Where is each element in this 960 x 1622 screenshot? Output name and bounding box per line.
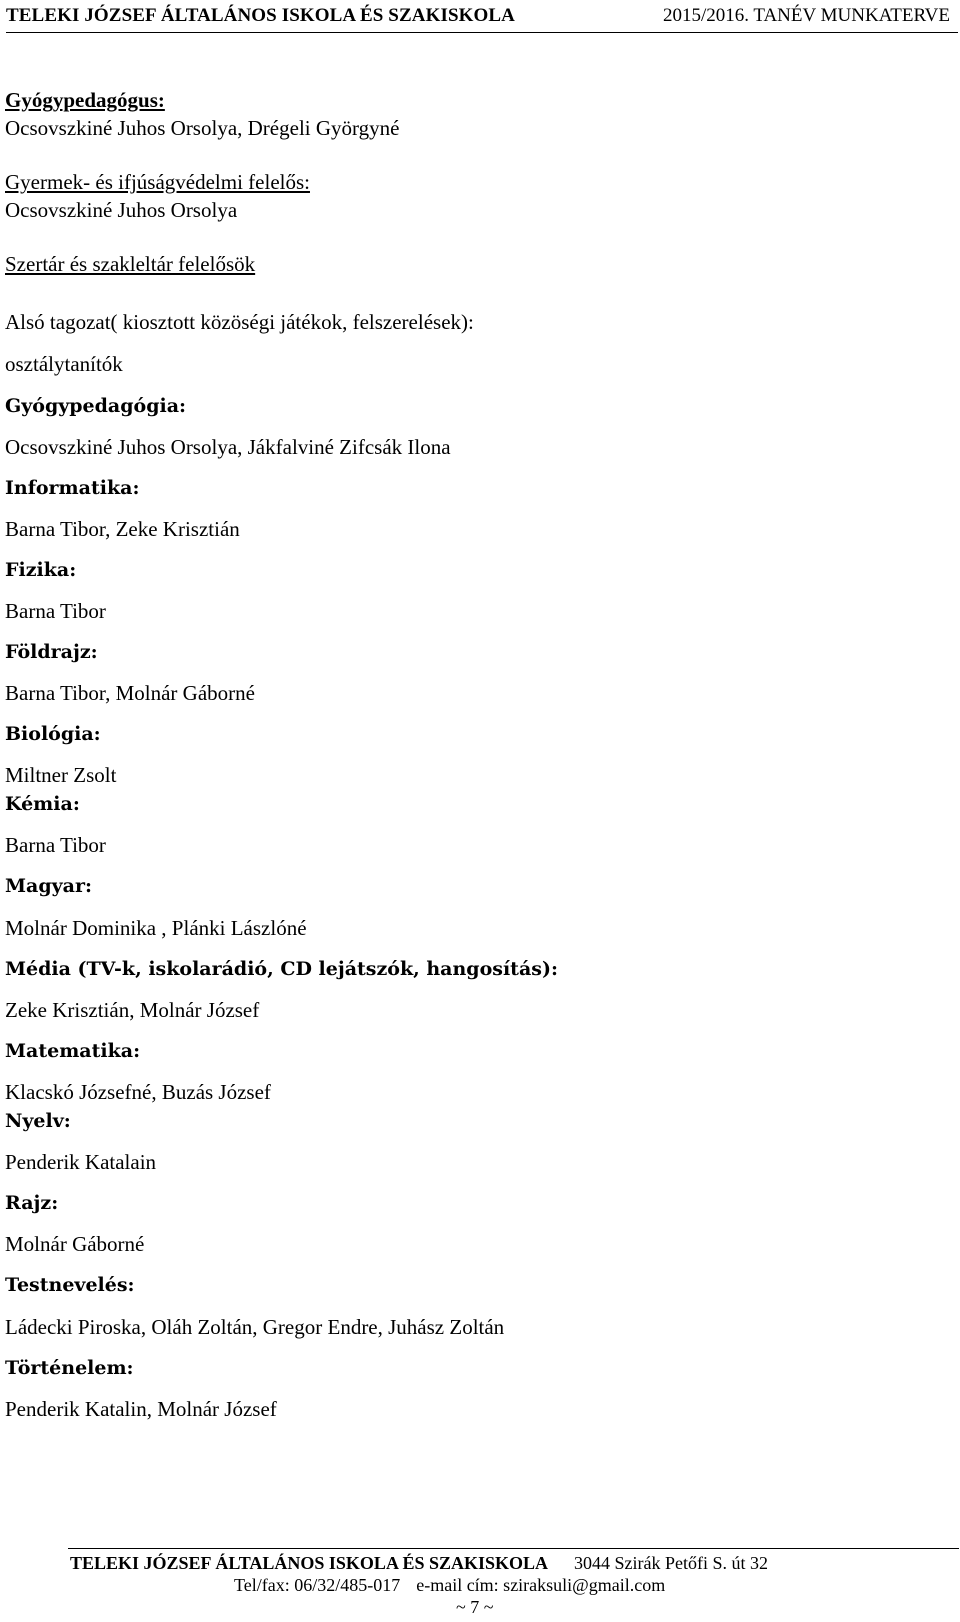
- footer-phone: Tel/fax: 06/32/485-017: [234, 1575, 401, 1595]
- subject-label-rajz: Rajz:: [5, 1192, 59, 1214]
- subject-value-tortenelem: Penderik Katalin, Molnár József: [5, 1397, 277, 1421]
- subject-label-nyelv: Nyelv:: [5, 1110, 71, 1132]
- subject-label-biologia: Biológia:: [5, 723, 101, 745]
- subject-label-informatika: Informatika:: [5, 477, 140, 499]
- subject-value-informatika: Barna Tibor, Zeke Krisztián: [5, 517, 240, 541]
- footer-address: 3044 Szirák Petőfi S. út 32: [574, 1553, 769, 1573]
- subject-value-rajz: Molnár Gáborné: [5, 1232, 145, 1256]
- subject-label-magyar: Magyar:: [5, 875, 93, 897]
- gyogypedagogus-label: Gyógypedagógus:: [5, 88, 165, 112]
- subject-value-fizika: Barna Tibor: [5, 599, 106, 623]
- subject-value-matematika: Klacskó Józsefné, Buzás József: [5, 1080, 271, 1104]
- gyogypedagogus-value: Ocsovszkiné Juhos Orsolya, Drégeli Györgyné: [5, 116, 400, 140]
- subject-value-gyogypedagogia: Ocsovszkiné Juhos Orsolya, Jákfalviné Zifcsák Ilona: [5, 435, 451, 459]
- subject-value-testneveles: Ládecki Piroska, Oláh Zoltán, Gregor Endre, Juhász Zoltán: [5, 1315, 505, 1339]
- subject-value-foldrajz: Barna Tibor, Molnár Gáborné: [5, 681, 255, 705]
- subject-label-fizika: Fizika:: [5, 559, 77, 581]
- subject-label-tortenelem: Történelem:: [5, 1357, 134, 1379]
- page-header: [6, 2, 958, 33]
- subject-label-kemia: Kémia:: [5, 793, 80, 815]
- subject-label-media: Média (TV-k, iskolarádió, CD lejátszók, hangosítás):: [5, 958, 558, 980]
- footer-email: e-mail cím: sziraksuli@gmail.com: [416, 1575, 666, 1595]
- footer-divider: [68, 1548, 959, 1549]
- subject-value-magyar: Molnár Dominika , Plánki Lászlóné: [5, 916, 307, 940]
- subject-value-media: Zeke Krisztián, Molnár József: [5, 998, 260, 1022]
- subject-label-matematika: Matematika:: [5, 1040, 141, 1062]
- footer-line-1: [70, 1552, 768, 1574]
- header-school-name: TELEKI JÓZSEF ÁLTALÁNOS ISKOLA ÉS SZAKISKOLA: [6, 5, 515, 26]
- subject-label-gyogypedagogia: Gyógypedagógia:: [5, 395, 187, 417]
- footer-line-2: [234, 1574, 665, 1596]
- also-tagozat-label: Alsó tagozat( kiosztott közöségi játékok, felszerelések):: [5, 310, 474, 334]
- header-document-title: 2015/2016. TANÉV MUNKATERVE: [662, 5, 950, 26]
- subject-value-kemia: Barna Tibor: [5, 833, 106, 857]
- gyermekvedelem-label: Gyermek- és ifjúságvédelmi felelős:: [5, 170, 310, 194]
- subject-label-foldrajz: Földrajz:: [5, 641, 98, 663]
- szertar-heading: Szertár és szakleltár felelősök: [5, 252, 256, 276]
- also-tagozat-value: osztálytanítók: [5, 352, 123, 376]
- subject-label-testneveles: Testnevelés:: [5, 1274, 135, 1296]
- subject-value-biologia: Miltner Zsolt: [5, 763, 117, 787]
- gyermekvedelem-value: Ocsovszkiné Juhos Orsolya: [5, 198, 238, 222]
- page-number: ~ 7 ~: [456, 1597, 494, 1617]
- subject-value-nyelv: Penderik Katalain: [5, 1150, 157, 1174]
- footer-school-name: TELEKI JÓZSEF ÁLTALÁNOS ISKOLA ÉS SZAKISKOLA: [70, 1553, 549, 1573]
